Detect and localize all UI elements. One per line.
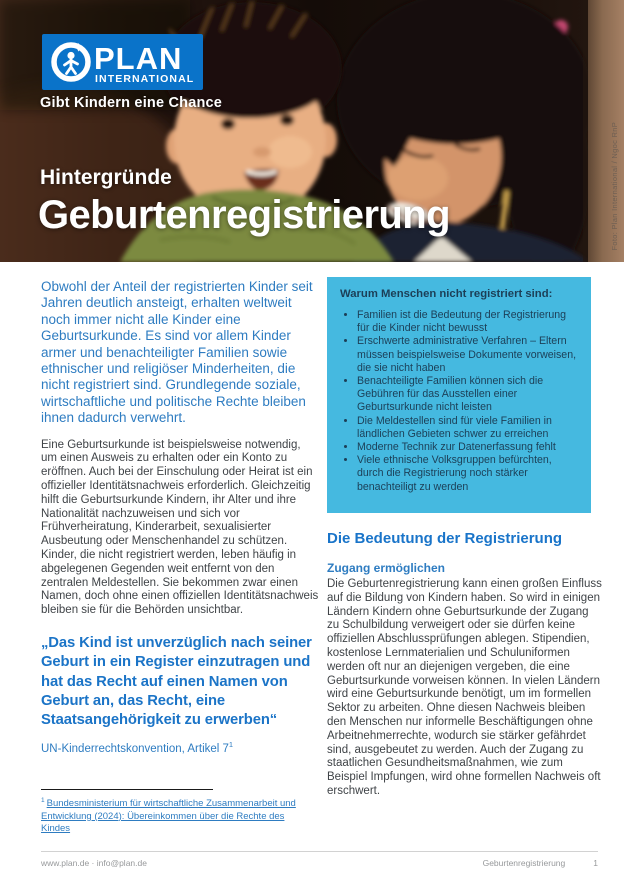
- subsection-heading: Zugang ermöglichen: [327, 561, 446, 575]
- logo-subword: INTERNATIONAL: [95, 73, 195, 85]
- photo-credit: Foto: Plan International / Ngoc RnP: [610, 121, 619, 250]
- hero-section: [0, 0, 624, 262]
- footnote-divider: [41, 789, 213, 790]
- body-paragraph: Eine Geburtsurkunde ist beispielsweise notwendig, um einen Ausweis zu erhalten oder ein Konto zu eröffnen. Auch bei der Einschulung oder Heirat ist ein offizieller Identitätsnachweis erforderlich. Gleichzeitig hilft die Geburtsurkunde Kindern, ihr Alter und ihre Nationalität nachzuweisen und sich vor Frühverheiratung, Kinderarbeit, sexualisierter Ausbeutung oder Menschenhandel zu schützen. Kinder, die nicht registriert werden, leben häufig in abgelegenen Gegenden weit entfernt von den zentralen Meldestellen. Sie bekommen zwar einen Namen, doch ohne einen offiziellen Identitätsnachweis bleiben sie für die Behörden unsichtbar.: [41, 438, 319, 617]
- info-box-bullet-list: [340, 309, 581, 494]
- footnote-marker: 1: [41, 797, 45, 804]
- footnote-block: [41, 789, 309, 836]
- quote-source-text: UN-Kinderrechtskonvention, Artikel 7: [41, 742, 229, 755]
- kicker-label: Hintergründe: [40, 166, 172, 189]
- right-body-paragraph: Die Geburtenregistrierung kann einen großen Einfluss auf die Bildung von Kindern haben. So wird in einigen Ländern Kindern ohne Geburtsurkunde der Zugang zu Schulbildung verweigert oder sie dürfen keine offiziellen Abschlussprüfungen ablegen. Stipendien, kostenlose Lernmaterialien und Schuluniformen werden oft nur an diejenigen vergeben, die eine Geburtsurkunde vorweisen können. In vielen Ländern wird eine Geburtsurkunde benötigt, um im formellen Sektor zu arbeiten. Ohne diesen Nachweis bleiben den Menschen nur informelle Beschäftigungen ohne Arbeitnehmerrechte, wodurch sie stärker gefährdet sind, ausgebeutet zu werden. Auch der Zugang zu staatlichen Gesundheitsmaßnahmen, wie zum Beispiel Impfungen, wird ohne formellen Nachweis oft erschwert.: [327, 578, 602, 797]
- info-box-bullet: • Moderne Technik zur Datenerfassung fehlt: [357, 441, 581, 454]
- info-box-bullet: • Benachteiligte Familien können sich die Gebühren für das Ausstellen einer Geburtsurkunde nicht leisten: [357, 375, 581, 415]
- logo-wordmark: PLAN: [94, 41, 183, 76]
- quote-text: „Das Kind ist unverzüglich nach seiner Geburt in ein Register einzutragen und hat das Recht auf einen Namen von Geburt an, das Recht, eine Staatsangehörigkeit zu erwerben“: [41, 635, 312, 729]
- quote-source: [41, 740, 319, 755]
- intro-paragraph: Obwohl der Anteil der registrierten Kinder seit Jahren deutlich ansteigt, erhalten weltweit noch immer nicht alle Kinder eine Geburtsurkunde. Es sind vor allem Kinder armer und benachteiligter Familien sowie ethnischer und religiöser Minderheiten, die nicht registriert sind. Grundlegende soziale, wirtschaftliche und politische Rechte bleiben ihnen dadurch verwehrt.: [41, 279, 313, 426]
- footnote-text: [41, 795, 309, 836]
- info-box-bullet: • Viele ethnische Volksgruppen befürchten, durch die Registrierung noch stärker benachteiligt zu werden: [357, 454, 581, 494]
- plan-international-logo: [42, 34, 203, 90]
- footer-page-number: 1: [593, 858, 598, 868]
- brand-tagline: Gibt Kindern eine Chance: [40, 95, 223, 111]
- footnote-link[interactable]: Bundesministerium für wirtschaftliche Zusammenarbeit und Entwicklung (2024): Übereinkommen über die Rechte des Kindes: [41, 798, 296, 835]
- info-box-title: Warum Menschen nicht registriert sind:: [340, 288, 553, 300]
- quote-source-footnote-ref: 1: [228, 739, 234, 749]
- page-title: Geburtenregistrierung: [38, 193, 450, 237]
- section-heading: Die Bedeutung der Registrierung: [327, 530, 563, 547]
- info-box-bullet: • Erschwerte administrative Verfahren – Eltern müssen beispielsweise Dokumente vorweisen, die sie nicht haben: [357, 335, 581, 375]
- footer-contact: www.plan.de · info@plan.de: [41, 858, 147, 868]
- page-footer: [41, 851, 598, 868]
- info-box-bullet: • Die Meldestellen sind für viele Familien in ländlichen Gebieten schwer zu erreichen: [357, 415, 581, 441]
- info-box-bullet: • Familien ist die Bedeutung der Registrierung für die Kinder nicht bewusst: [357, 309, 581, 335]
- footer-doc-title: Geburtenregistrierung: [482, 858, 566, 868]
- footer-right: [483, 858, 598, 868]
- info-box: [327, 277, 591, 513]
- right-column: [327, 277, 601, 799]
- left-column: [41, 277, 319, 754]
